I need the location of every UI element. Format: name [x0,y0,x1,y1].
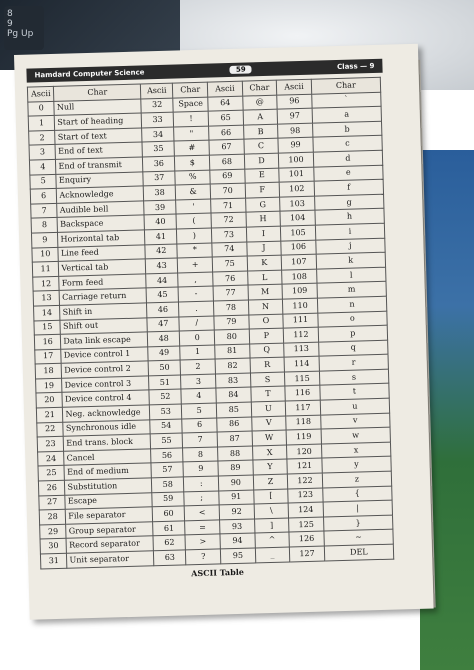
table-cell: 98 [278,123,313,139]
table-cell: U [251,401,286,417]
table-cell: 65 [208,110,243,126]
table-cell: 87 [217,431,252,447]
table-cell: @ [242,95,277,111]
table-cell: L [247,270,282,286]
class-label: Class — 9 [336,61,375,71]
table-cell: N [248,299,283,315]
table-cell: 77 [213,285,248,301]
table-cell: 16 [34,334,61,349]
table-cell: 10 [32,247,59,262]
table-cell: 11 [32,261,59,276]
table-cell: 99 [278,138,313,154]
table-cell: 8 [183,447,218,463]
table-cell: 28 [39,509,66,524]
table-cell: 50 [148,360,181,375]
table-cell: ` [311,92,381,109]
table-cell: 26 [38,480,65,495]
table-cell: 86 [217,417,252,433]
table-cell: Form feed [59,274,146,291]
table-cell: 31 [40,553,67,568]
table-cell: 1 [28,116,55,131]
table-cell: 113 [284,342,319,358]
table-cell: 84 [216,387,251,403]
table-cell: 109 [282,283,317,299]
table-cell: Enquiry [56,172,143,189]
table-cell: b [312,121,382,138]
table-cell: 45 [146,287,179,302]
table-cell: % [175,170,210,186]
table-cell: 123 [288,488,323,504]
table-cell: 64 [208,96,243,112]
table-cell: 35 [142,141,175,156]
table-cell: 105 [281,225,316,241]
key-sub-label: Pg Up [7,29,34,39]
table-cell: ! [174,111,209,127]
table-cell: 80 [214,329,249,345]
table-cell: Shift in [60,303,147,320]
table-cell: 9 [183,461,218,477]
table-cell: 49 [148,346,181,361]
table-cell: 46 [147,302,180,317]
table-caption: ASCII Table [191,566,245,579]
table-cell: 101 [279,167,314,183]
table-cell: O [248,314,283,330]
table-cell: 95 [220,548,255,564]
table-cell: ' [176,199,211,215]
table-cell: File separator [66,507,153,524]
table-cell: 74 [212,242,247,258]
table-cell: 81 [215,344,250,360]
table-cell: 117 [285,400,320,416]
table-cell: Unit separator [67,551,154,568]
table-cell: Device control 3 [62,376,149,393]
table-cell: 5 [182,403,217,419]
table-cell: 125 [289,517,324,533]
table-cell: 67 [209,139,244,155]
table-cell: Start of heading [55,113,142,130]
table-cell: - [179,286,214,302]
table-cell: * [177,243,212,259]
table-cell: { [322,486,392,503]
table-cell: 70 [210,183,245,199]
table-cell: 18 [35,364,62,379]
table-cell: 6 [182,418,217,434]
table-cell: Neg. acknowledge [63,405,150,422]
table-cell: 116 [285,386,320,402]
table-cell: 30 [40,539,67,554]
table-cell: Acknowledge [57,186,144,203]
table-cell: I [246,226,281,242]
table-cell: 38 [143,185,176,200]
table-cell: B [243,124,278,140]
table-cell: 60 [152,506,185,521]
table-cell: 127 [290,546,325,562]
page-number: 59 [230,65,252,74]
table-cell: 1 [180,345,215,361]
table-cell: 8 [31,218,58,233]
column-header: Ascii [207,81,242,97]
table-cell: 27 [39,495,66,510]
table-cell: 62 [153,535,186,550]
table-cell: n [317,296,387,313]
table-cell: l [316,267,386,284]
table-cell: C [244,139,279,155]
table-cell: 4 [181,388,216,404]
table-cell: Record separator [66,536,153,553]
table-cell: 15 [34,320,61,335]
table-cell: 53 [149,404,182,419]
table-cell: 76 [213,271,248,287]
table-cell: Device control 2 [62,361,149,378]
table-cell: k [316,252,386,269]
table-cell: 51 [149,375,182,390]
table-cell: ; [184,491,219,507]
table-cell: Device control 1 [61,347,148,364]
table-cell: h [315,209,385,226]
table-cell: J [246,241,281,257]
table-cell: 42 [145,244,178,259]
table-cell: 120 [287,444,322,460]
table-cell: 47 [147,316,180,331]
table-cell: v [320,413,390,430]
table-cell: 114 [284,356,319,372]
table-cell: Data link escape [61,332,148,349]
table-cell: A [243,109,278,125]
table-cell: 88 [218,446,253,462]
table-cell: 93 [220,519,255,535]
table-cell: } [323,515,393,532]
table-cell: & [176,184,211,200]
key-num-label: 9 [7,19,13,29]
table-cell: E [244,168,279,184]
table-cell: H [246,211,281,227]
table-cell: Vertical tab [59,259,146,276]
table-cell: Synchronous idle [63,420,150,437]
table-cell: 103 [280,196,315,212]
table-cell: End of medium [64,463,151,480]
table-cell: Shift out [60,317,147,334]
table-cell: < [185,505,220,521]
table-cell: $ [175,155,210,171]
table-cell: \ [254,503,289,519]
table-cell: T [251,387,286,403]
table-cell: + [178,257,213,273]
table-cell: " [174,126,209,142]
table-cell: j [316,238,386,255]
table-cell: 61 [153,521,186,536]
table-cell: 111 [283,313,318,329]
ascii-table [27,77,394,569]
table-cell: m [317,282,387,299]
table-cell: X [252,445,287,461]
table-cell: Backspace [58,215,145,232]
table-cell: 112 [283,327,318,343]
table-cell: [ [253,489,288,505]
table-cell: 104 [280,211,315,227]
table-cell: M [248,284,283,300]
table-cell: S [250,372,285,388]
table-cell: g [314,194,384,211]
table-cell: Space [173,97,208,113]
table-cell: ( [176,213,211,229]
table-cell: End trans. block [64,434,151,451]
table-cell: 66 [209,125,244,141]
table-cell: 25 [38,466,65,481]
table-cell: 29 [40,524,67,539]
table-cell: 85 [216,402,251,418]
table-cell: d [313,150,383,167]
table-cell: 40 [144,214,177,229]
table-cell: 124 [288,502,323,518]
table-cell: 52 [149,389,182,404]
table-cell: 19 [36,378,63,393]
table-cell: Escape [65,492,152,509]
column-header: Char [173,82,208,98]
column-header: Char [311,77,381,94]
table-body [28,92,394,569]
table-cell: 73 [211,227,246,243]
table-cell: 7 [183,432,218,448]
table-cell: 3 [181,374,216,390]
table-cell: 110 [283,298,318,314]
table-cell: End of text [55,142,142,159]
table-cell: u [320,398,390,415]
table-cell: 54 [150,419,183,434]
table-cell: 89 [218,460,253,476]
table-cell: Group separator [66,522,153,539]
table-cell: q [318,340,388,357]
table-cell: Start of text [55,128,142,145]
table-cell: 90 [218,475,253,491]
table-cell: 82 [215,358,250,374]
table-cell: 4 [29,159,56,174]
table-cell: 97 [277,108,312,124]
table-cell: Audible bell [57,201,144,218]
table-cell: Cancel [64,449,151,466]
table-cell: c [313,136,383,153]
column-header: Ascii [277,79,312,95]
table-cell: 108 [282,269,317,285]
table-cell: 0 [180,330,215,346]
table-cell: z [322,471,392,488]
table-cell: 39 [144,200,177,215]
table-cell: ] [254,518,289,534]
table-cell: Device control 4 [62,390,149,407]
column-header: Ascii [27,86,54,101]
table-cell: Q [249,343,284,359]
table-cell: 36 [142,156,175,171]
table-cell: y [322,457,392,474]
table-cell: ~ [324,530,394,547]
table-cell: 115 [285,371,320,387]
table-cell: DEL [324,544,394,561]
table-cell: Line feed [58,244,145,261]
table-cell: End of transmit [56,157,143,174]
table-cell: 91 [219,490,254,506]
table-cell: 121 [287,459,322,475]
key-top-label: 8 [7,9,13,19]
table-cell: 5 [30,174,57,189]
table-cell: | [323,500,393,517]
table-cell: 9 [31,232,58,247]
table-cell: 23 [37,437,64,452]
table-cell: 44 [146,273,179,288]
table-cell: 20 [36,393,63,408]
table-cell: W [252,430,287,446]
table-cell: 72 [211,212,246,228]
table-cell: 75 [212,256,247,272]
table-cell: 22 [37,422,64,437]
table-cell: 69 [210,169,245,185]
table-cell: F [245,182,280,198]
table-cell: 48 [147,331,180,346]
table-cell: 92 [219,504,254,520]
table-cell: 122 [288,473,323,489]
table-cell: e [314,165,384,182]
table-cell: 100 [279,152,314,168]
table-cell: 6 [30,189,57,204]
table-cell: 24 [38,451,65,466]
table-cell: K [247,255,282,271]
table-cell: s [319,369,389,386]
table-cell: 12 [33,276,60,291]
table-cell: > [185,534,220,550]
table-cell: 2 [181,359,216,375]
column-header: Char [54,84,141,101]
table-cell: x [321,442,391,459]
table-cell: 79 [214,315,249,331]
table-cell: 59 [152,492,185,507]
table-cell: 118 [286,415,321,431]
table-cell: 2 [29,130,56,145]
table-cell: f [314,179,384,196]
book-page [14,44,434,620]
table-cell: D [244,153,279,169]
table-cell: r [319,354,389,371]
table-cell: 58 [151,477,184,492]
table-cell: Null [54,99,141,116]
table-cell: = [185,520,220,536]
table-cell: 13 [33,291,60,306]
table-cell: V [251,416,286,432]
table-cell: 21 [36,407,63,422]
table-cell: 63 [153,550,186,565]
table-cell: 7 [31,203,58,218]
table-cell: ? [186,549,221,565]
table-cell: ^ [255,532,290,548]
table-cell: 102 [279,181,314,197]
table-cell: 14 [34,305,61,320]
column-header: Ascii [140,83,173,98]
table-cell: 68 [209,154,244,170]
table-cell: # [174,140,209,156]
table-cell: 119 [286,429,321,445]
table-cell: Horizontal tab [58,230,145,247]
table-cell: 32 [141,98,174,113]
table-cell: o [318,311,388,328]
table-cell: 37 [143,171,176,186]
table-cell: i [315,223,385,240]
column-header: Char [242,80,277,96]
table-cell: w [321,427,391,444]
table-cell: 83 [216,373,251,389]
table-cell: 56 [151,448,184,463]
table-cell: 0 [28,101,55,116]
table-cell: 96 [277,94,312,110]
table-cell: Z [253,474,288,490]
table-cell: 126 [289,531,324,547]
table-cell: 34 [142,127,175,142]
table-cell: : [184,476,219,492]
table-cell: 106 [281,240,316,256]
table-cell: . [179,301,214,317]
table-cell: t [320,384,390,401]
table-cell: a [312,106,382,123]
table-cell: 78 [213,300,248,316]
table-cell: 33 [141,112,174,127]
table-cell: _ [255,547,290,563]
table-cell: 43 [145,258,178,273]
table-cell: 107 [281,254,316,270]
table-cell: , [178,272,213,288]
table-cell: Substitution [65,478,152,495]
table-cell: 17 [35,349,62,364]
table-cell: Carriage return [60,288,147,305]
table-cell: 55 [150,433,183,448]
table-cell: / [179,316,214,332]
table-cell: 57 [151,462,184,477]
table-cell: P [249,328,284,344]
table-cell: 94 [220,533,255,549]
table-cell: R [250,357,285,373]
table-cell: 71 [211,198,246,214]
book-title: Hamdard Computer Science [34,68,145,80]
table-cell: G [245,197,280,213]
keyboard-key [4,6,44,50]
table-cell: Y [253,459,288,475]
table-cell: ) [177,228,212,244]
table-cell: 41 [144,229,177,244]
table-cell: 3 [29,145,56,160]
table-cell: p [318,325,388,342]
